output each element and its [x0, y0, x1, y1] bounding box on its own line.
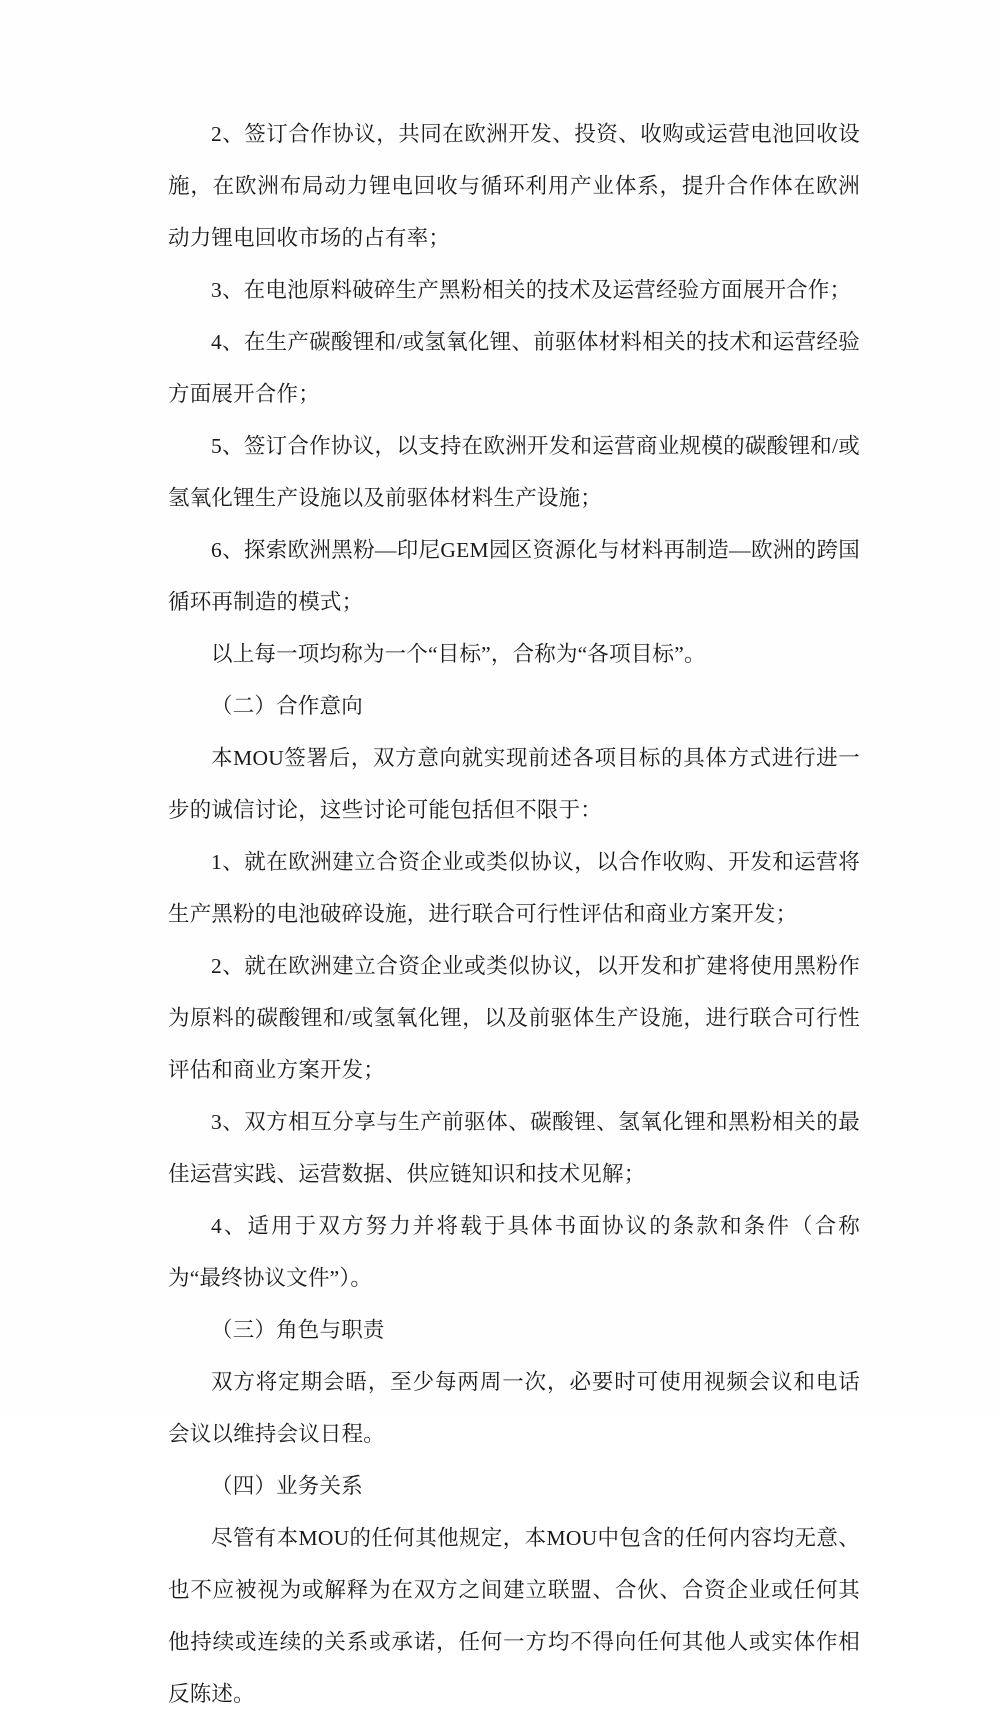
paragraph: 3、双方相互分享与生产前驱体、碳酸锂、氢氧化锂和黑粉相关的最佳运营实践、运营数据、供应链知识和技术见解；	[168, 1110, 860, 1186]
paragraph: 以上每一项均称为一个“目标”，合称为“各项目标”。	[211, 642, 706, 666]
section-heading: （四）业务关系	[211, 1474, 363, 1498]
paragraph: 尽管有本MOU的任何其他规定，本MOU中包含的任何内容均无意、也不应被视为或解释为在双方之间建立联盟、合伙、合资企业或任何其他持续或连续的关系或承诺，任何一方均不得向任何其他人或实体作相反陈述。	[168, 1526, 860, 1706]
paragraph: 双方将定期会晤，至少每两周一次，必要时可使用视频会议和电话会议以维持会议日程。	[168, 1370, 860, 1446]
paragraph: 3、在电池原料破碎生产黑粉相关的技术及运营经验方面展开合作；	[211, 278, 852, 302]
paragraph: 本MOU签署后，双方意向就实现前述各项目标的具体方式进行进一步的诚信讨论，这些讨论可能包括但不限于：	[168, 746, 860, 822]
document-body	[168, 108, 860, 1720]
paragraph: 4、在生产碳酸锂和/或氢氧化锂、前驱体材料相关的技术和运营经验方面展开合作；	[168, 330, 860, 406]
section-heading: （二）合作意向	[211, 694, 363, 718]
paragraph: 6、探索欧洲黑粉—印尼GEM园区资源化与材料再制造—欧洲的跨国循环再制造的模式；	[168, 538, 860, 614]
paragraph: 1、就在欧洲建立合资企业或类似协议，以合作收购、开发和运营将生产黑粉的电池破碎设施，进行联合可行性评估和商业方案开发；	[168, 850, 860, 926]
paragraph: 5、签订合作协议，以支持在欧洲开发和运营商业规模的碳酸锂和/或氢氧化锂生产设施以及前驱体材料生产设施；	[168, 434, 860, 510]
paragraph: 4、适用于双方努力并将载于具体书面协议的条款和条件（合称为“最终协议文件”）。	[168, 1214, 860, 1290]
section-heading: （三）角色与职责	[211, 1318, 385, 1342]
paragraph: 2、就在欧洲建立合资企业或类似协议，以开发和扩建将使用黑粉作为原料的碳酸锂和/或氢氧化锂，以及前驱体生产设施，进行联合可行性评估和商业方案开发；	[168, 954, 860, 1082]
paragraph: 2、签订合作协议，共同在欧洲开发、投资、收购或运营电池回收设施，在欧洲布局动力锂电回收与循环利用产业体系，提升合作体在欧洲动力锂电回收市场的占有率；	[168, 122, 860, 250]
